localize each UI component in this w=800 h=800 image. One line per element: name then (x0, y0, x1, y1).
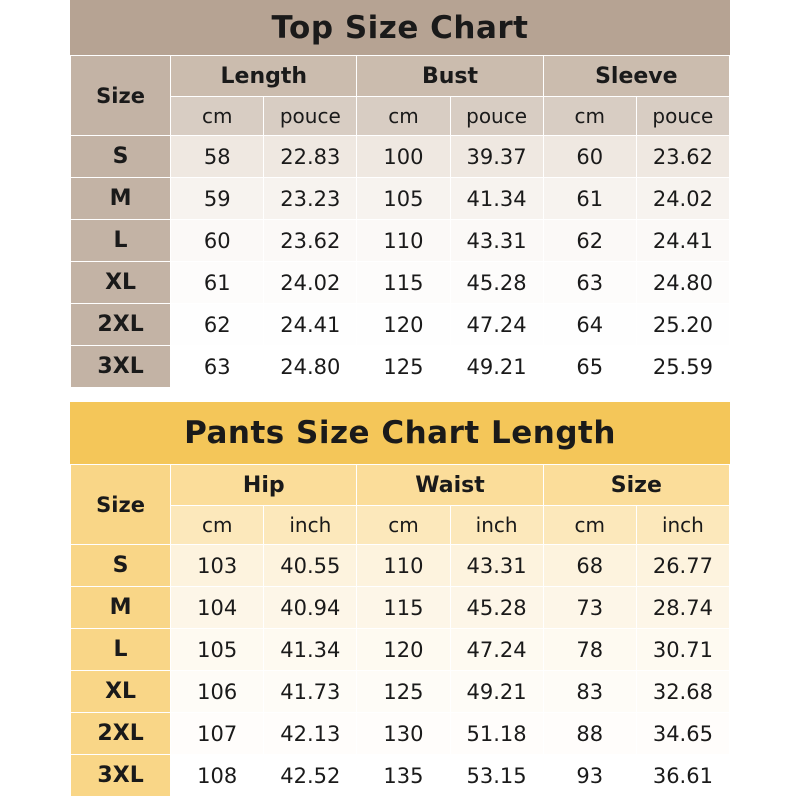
top-cell-sleeve-cm: 63 (543, 262, 636, 304)
table-row (71, 713, 730, 755)
pants-cell-waist-inch: 49.21 (450, 671, 543, 713)
top-cell-length-pouce: 24.02 (264, 262, 357, 304)
top-unit-sleeve-cm: cm (543, 97, 636, 136)
pants-group-header-waist: Waist (357, 465, 543, 506)
top-row-size: XL (71, 262, 171, 304)
top-cell-sleeve-cm: 60 (543, 136, 636, 178)
pants-cell-waist-cm: 115 (357, 587, 450, 629)
pants-size-table (70, 464, 730, 797)
top-cell-sleeve-pouce: 24.41 (636, 220, 729, 262)
pants-size-header: Size (71, 465, 171, 545)
top-cell-bust-cm: 115 (357, 262, 450, 304)
top-chart-title: Top Size Chart (70, 0, 730, 55)
pants-cell-hip-inch: 41.34 (264, 629, 357, 671)
pants-cell-waist-cm: 110 (357, 545, 450, 587)
pants-row-size: XL (71, 671, 171, 713)
top-cell-sleeve-pouce: 25.59 (636, 346, 729, 388)
pants-cell-waist-inch: 45.28 (450, 587, 543, 629)
pants-cell-size-cm: 68 (543, 545, 636, 587)
top-cell-bust-cm: 105 (357, 178, 450, 220)
top-cell-length-pouce: 23.23 (264, 178, 357, 220)
pants-cell-size-inch: 30.71 (636, 629, 729, 671)
top-unit-length-cm: cm (171, 97, 264, 136)
top-cell-sleeve-cm: 65 (543, 346, 636, 388)
pants-cell-waist-cm: 120 (357, 629, 450, 671)
top-cell-length-cm: 60 (171, 220, 264, 262)
top-unit-bust-pouce: pouce (450, 97, 543, 136)
table-row (71, 262, 730, 304)
pants-cell-size-cm: 73 (543, 587, 636, 629)
top-cell-sleeve-pouce: 24.80 (636, 262, 729, 304)
table-row (71, 755, 730, 797)
table-row (71, 220, 730, 262)
top-cell-bust-pouce: 47.24 (450, 304, 543, 346)
pants-cell-waist-inch: 51.18 (450, 713, 543, 755)
pants-cell-size-cm: 88 (543, 713, 636, 755)
pants-cell-waist-cm: 125 (357, 671, 450, 713)
pants-cell-size-inch: 28.74 (636, 587, 729, 629)
top-size-table (70, 55, 730, 388)
table-row (71, 587, 730, 629)
pants-cell-hip-cm: 106 (171, 671, 264, 713)
pants-cell-waist-cm: 130 (357, 713, 450, 755)
pants-cell-size-inch: 34.65 (636, 713, 729, 755)
top-cell-length-cm: 63 (171, 346, 264, 388)
pants-cell-hip-inch: 41.73 (264, 671, 357, 713)
table-row (71, 304, 730, 346)
pants-cell-hip-cm: 105 (171, 629, 264, 671)
pants-cell-waist-inch: 43.31 (450, 545, 543, 587)
pants-unit-hip-inch: inch (264, 506, 357, 545)
top-cell-sleeve-pouce: 24.02 (636, 178, 729, 220)
top-unit-sleeve-pouce: pouce (636, 97, 729, 136)
top-cell-length-cm: 58 (171, 136, 264, 178)
pants-cell-hip-inch: 42.52 (264, 755, 357, 797)
top-header-group-row (71, 56, 730, 97)
top-cell-length-pouce: 23.62 (264, 220, 357, 262)
top-cell-bust-pouce: 45.28 (450, 262, 543, 304)
top-cell-bust-pouce: 39.37 (450, 136, 543, 178)
table-row (71, 545, 730, 587)
top-row-size: M (71, 178, 171, 220)
pants-unit-hip-cm: cm (171, 506, 264, 545)
pants-cell-size-inch: 32.68 (636, 671, 729, 713)
pants-cell-hip-inch: 40.94 (264, 587, 357, 629)
top-cell-length-cm: 62 (171, 304, 264, 346)
top-cell-sleeve-cm: 64 (543, 304, 636, 346)
pants-group-header-size: Size (543, 465, 729, 506)
pants-row-size: M (71, 587, 171, 629)
pants-group-header-hip: Hip (171, 465, 357, 506)
pants-header-group-row (71, 465, 730, 506)
pants-cell-waist-cm: 135 (357, 755, 450, 797)
pants-cell-hip-cm: 104 (171, 587, 264, 629)
top-cell-length-cm: 61 (171, 262, 264, 304)
pants-size-chart (70, 402, 730, 797)
pants-row-size: S (71, 545, 171, 587)
top-unit-bust-cm: cm (357, 97, 450, 136)
pants-cell-size-inch: 36.61 (636, 755, 729, 797)
table-row (71, 346, 730, 388)
top-row-size: 2XL (71, 304, 171, 346)
pants-cell-size-cm: 93 (543, 755, 636, 797)
top-cell-bust-pouce: 49.21 (450, 346, 543, 388)
pants-cell-size-cm: 83 (543, 671, 636, 713)
table-row (71, 136, 730, 178)
top-group-header-bust: Bust (357, 56, 543, 97)
top-size-header: Size (71, 56, 171, 136)
top-cell-bust-cm: 125 (357, 346, 450, 388)
top-size-chart (70, 0, 730, 388)
top-group-header-length: Length (171, 56, 357, 97)
pants-unit-waist-cm: cm (357, 506, 450, 545)
table-row (71, 178, 730, 220)
table-row (71, 629, 730, 671)
top-unit-length-pouce: pouce (264, 97, 357, 136)
top-cell-length-pouce: 22.83 (264, 136, 357, 178)
top-cell-length-cm: 59 (171, 178, 264, 220)
pants-row-size: L (71, 629, 171, 671)
pants-unit-waist-inch: inch (450, 506, 543, 545)
pants-unit-size-inch: inch (636, 506, 729, 545)
pants-row-size: 3XL (71, 755, 171, 797)
pants-cell-waist-inch: 47.24 (450, 629, 543, 671)
pants-cell-hip-cm: 107 (171, 713, 264, 755)
pants-cell-hip-cm: 103 (171, 545, 264, 587)
pants-chart-title: Pants Size Chart Length (70, 402, 730, 464)
pants-row-size: 2XL (71, 713, 171, 755)
top-row-size: L (71, 220, 171, 262)
table-row (71, 671, 730, 713)
top-cell-length-pouce: 24.80 (264, 346, 357, 388)
pants-cell-hip-inch: 42.13 (264, 713, 357, 755)
pants-cell-hip-cm: 108 (171, 755, 264, 797)
top-cell-bust-pouce: 43.31 (450, 220, 543, 262)
top-cell-sleeve-cm: 61 (543, 178, 636, 220)
top-cell-sleeve-pouce: 23.62 (636, 136, 729, 178)
pants-cell-size-inch: 26.77 (636, 545, 729, 587)
top-cell-sleeve-pouce: 25.20 (636, 304, 729, 346)
top-group-header-sleeve: Sleeve (543, 56, 729, 97)
top-cell-sleeve-cm: 62 (543, 220, 636, 262)
pants-cell-waist-inch: 53.15 (450, 755, 543, 797)
pants-cell-hip-inch: 40.55 (264, 545, 357, 587)
top-row-size: S (71, 136, 171, 178)
top-cell-bust-cm: 120 (357, 304, 450, 346)
top-cell-length-pouce: 24.41 (264, 304, 357, 346)
top-cell-bust-pouce: 41.34 (450, 178, 543, 220)
top-row-size: 3XL (71, 346, 171, 388)
top-cell-bust-cm: 100 (357, 136, 450, 178)
pants-unit-size-cm: cm (543, 506, 636, 545)
pants-cell-size-cm: 78 (543, 629, 636, 671)
top-cell-bust-cm: 110 (357, 220, 450, 262)
